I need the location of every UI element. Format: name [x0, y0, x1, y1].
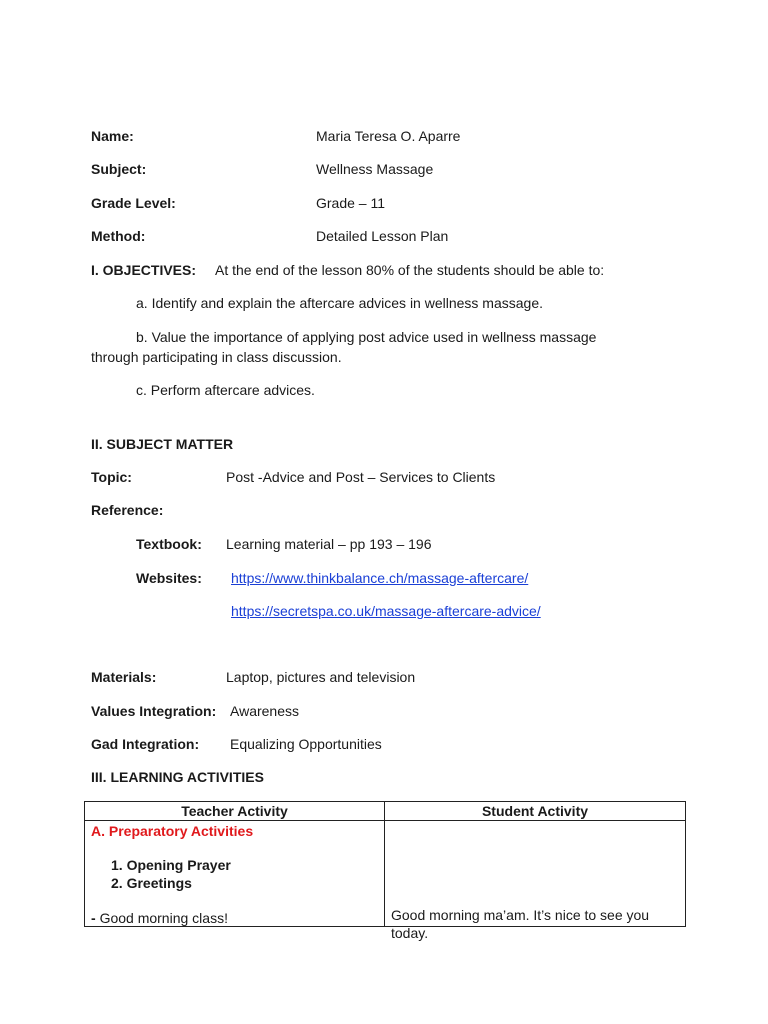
student-greeting-text: Good morning ma’am. It’s nice to see you today.	[391, 907, 650, 941]
materials-label: Materials:	[91, 669, 157, 685]
objective-b-line1: b. Value the importance of applying post advice used in wellness massage	[136, 329, 597, 345]
subject-matter-heading: II. SUBJECT MATTER	[91, 436, 234, 452]
gad-integration-value: Equalizing Opportunities	[230, 736, 382, 752]
teacher-activity-cell	[85, 821, 385, 927]
materials-value: Laptop, pictures and television	[226, 669, 416, 685]
student-activity-header: Student Activity	[385, 802, 686, 821]
method-label: Method:	[91, 228, 146, 244]
topic-value: Post -Advice and Post – Services to Clients	[226, 469, 496, 485]
student-activity-cell	[385, 821, 686, 941]
name-label: Name:	[91, 128, 134, 144]
table-header-row	[85, 802, 686, 821]
textbook-label: Textbook:	[136, 536, 202, 552]
learning-activities-heading: III. LEARNING ACTIVITIES	[91, 769, 264, 785]
subject-label: Subject:	[91, 161, 147, 177]
values-integration-value: Awareness	[230, 703, 300, 719]
values-integration-label: Values Integration:	[91, 703, 217, 719]
objective-c: c. Perform aftercare advices.	[136, 382, 315, 398]
name-value: Maria Teresa O. Aparre	[316, 128, 461, 144]
grade-level-label: Grade Level:	[91, 195, 176, 211]
gad-integration-label: Gad Integration:	[91, 736, 200, 752]
objective-b-line2: through participating in class discussion.	[91, 349, 342, 365]
grade-level-value: Grade – 11	[316, 195, 386, 211]
textbook-value: Learning material – pp 193 – 196	[226, 536, 432, 552]
teacher-activity-header: Teacher Activity	[85, 802, 385, 821]
website-link-thinkbalance[interactable]: https://www.thinkbalance.ch/massage-aftercare/	[231, 570, 529, 586]
objective-a: a. Identify and explain the aftercare advices in wellness massage.	[136, 295, 544, 311]
teacher-greeting-text: Good morning class!	[99, 910, 228, 926]
opening-prayer-item: 1. Opening Prayer	[111, 857, 231, 873]
greetings-item: 2. Greetings	[111, 875, 192, 891]
method-value: Detailed Lesson Plan	[316, 228, 449, 244]
subject-value: Wellness Massage	[316, 161, 434, 177]
objectives-heading: I. OBJECTIVES:	[91, 262, 197, 278]
table-row	[85, 821, 686, 927]
preparatory-activities-heading: A. Preparatory Activities	[91, 823, 254, 839]
websites-label: Websites:	[136, 570, 202, 586]
greeting-dash: -	[91, 910, 100, 926]
learning-activities-table	[84, 801, 686, 941]
topic-label: Topic:	[91, 469, 132, 485]
reference-label: Reference:	[91, 502, 164, 518]
website-link-secretspa[interactable]: https://secretspa.co.uk/massage-aftercare-advice/	[231, 603, 541, 619]
objectives-intro: At the end of the lesson 80% of the students should be able to:	[215, 262, 605, 278]
